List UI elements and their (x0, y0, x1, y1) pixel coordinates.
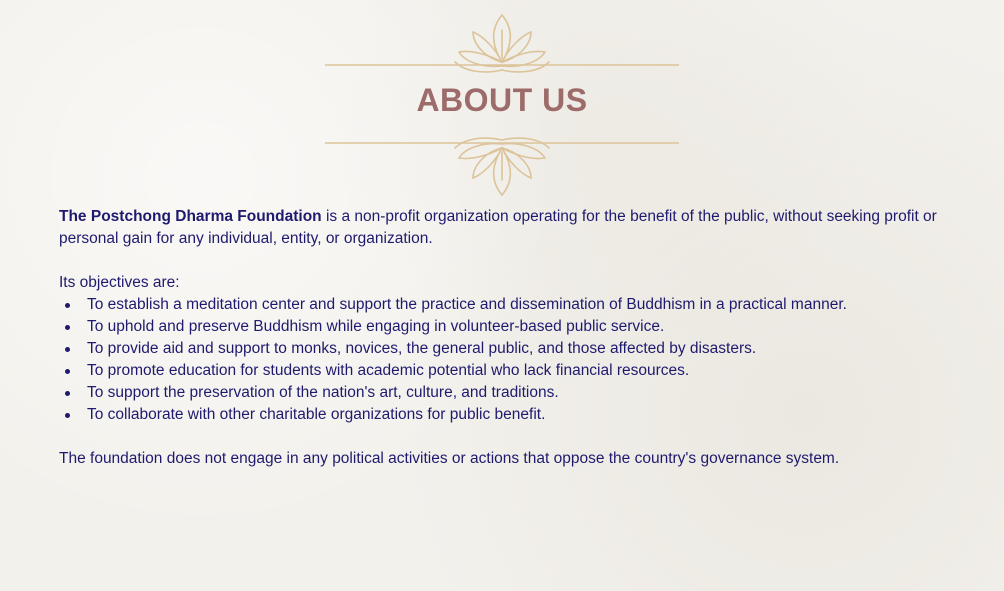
list-item (59, 316, 984, 338)
organization-name: The Postchong Dharma Foundation (59, 208, 322, 225)
objective-text: To establish a meditation center and support the practice and dissemination of Buddhism in a practical manner. (87, 296, 847, 313)
bullet-icon (65, 413, 70, 418)
objectives-list (59, 294, 984, 426)
list-item (59, 338, 984, 360)
objective-text: To support the preservation of the nation's art, culture, and traditions. (87, 384, 559, 401)
bullet-icon (65, 369, 70, 374)
bullet-icon (65, 303, 70, 308)
objective-text: To collaborate with other charitable organizations for public benefit. (87, 406, 546, 423)
closing-paragraph: The foundation does not engage in any political activities or actions that oppose the country's governance system. (59, 450, 840, 467)
lotus-ornament-bottom-icon (325, 125, 679, 200)
bullet-icon (65, 391, 70, 396)
intro-paragraph (59, 206, 984, 250)
lotus-ornament-top-icon (325, 10, 679, 85)
list-item (59, 294, 984, 316)
objective-text: To promote education for students with academic potential who lack financial resources. (87, 362, 690, 379)
objective-text: To uphold and preserve Buddhism while engaging in volunteer-based public service. (87, 318, 665, 335)
bullet-icon (65, 347, 70, 352)
bullet-icon (65, 325, 70, 330)
list-item (59, 360, 984, 382)
about-content (59, 206, 984, 470)
objective-text: To provide aid and support to monks, novices, the general public, and those affected by disasters. (87, 340, 757, 357)
list-item (59, 404, 984, 426)
objectives-label: Its objectives are: (59, 274, 180, 291)
page-title: ABOUT US (416, 82, 588, 118)
intro-text: is a non-profit organization operating for the benefit of the public, without seeking profit or personal gain for any individual, entity, or organization. (59, 208, 937, 247)
page-header (325, 10, 679, 198)
list-item (59, 382, 984, 404)
